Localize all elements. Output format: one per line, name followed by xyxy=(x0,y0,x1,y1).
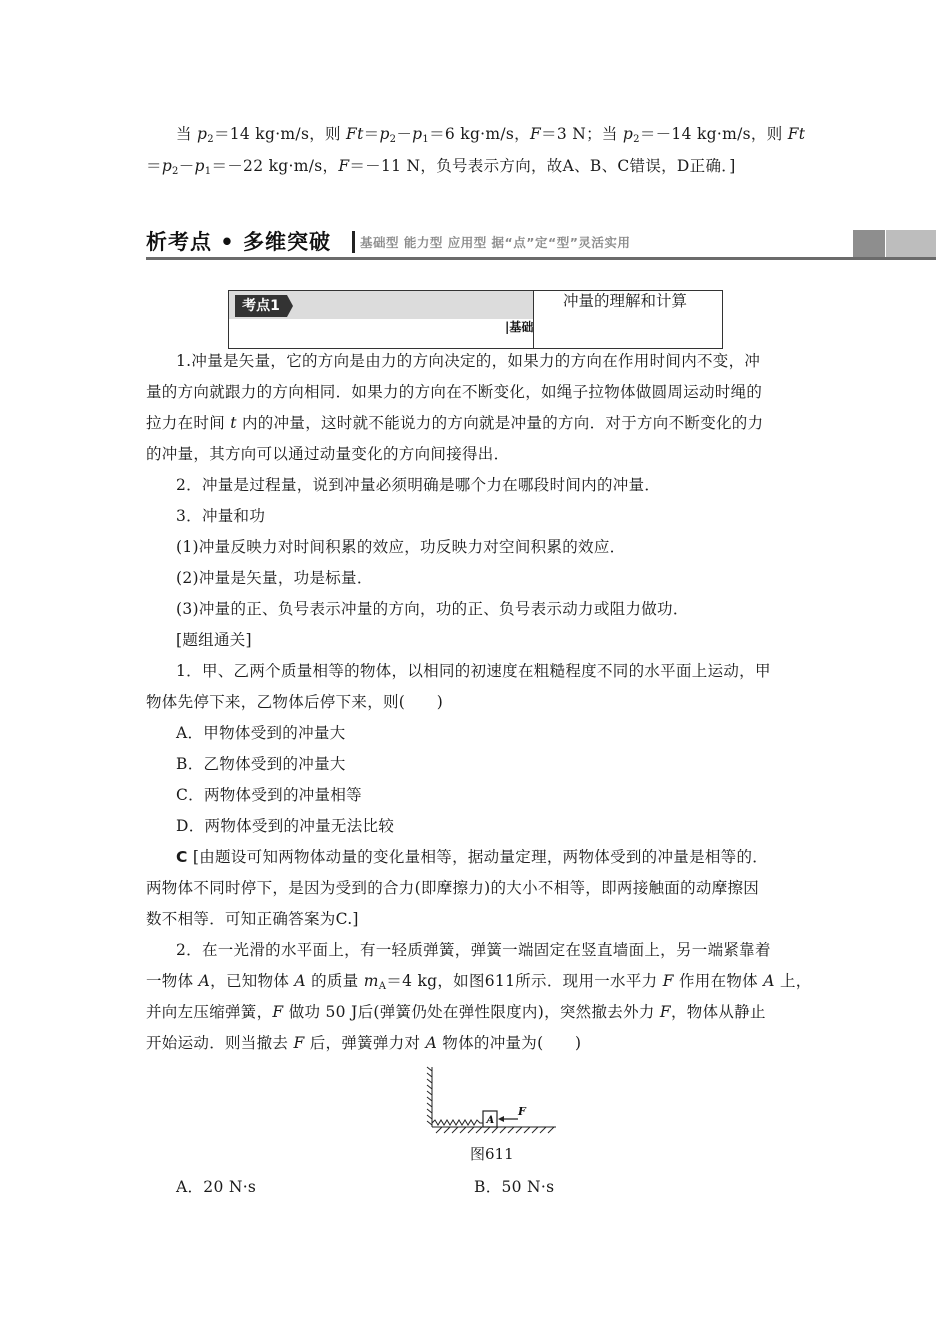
text: ＝14 kg·m/s，则 xyxy=(213,125,347,143)
sub: 2 xyxy=(633,134,640,145)
text: 拉力在时间 xyxy=(146,414,231,432)
q1-option-a: A．甲物体受到的冲量大 xyxy=(176,724,346,742)
banner-decor-dark xyxy=(853,230,885,257)
var-a: A xyxy=(294,972,306,990)
banner-rule xyxy=(146,257,936,260)
q2-stem-line-4 xyxy=(146,1033,581,1053)
var-a: A xyxy=(198,972,211,990)
var-p: p xyxy=(194,157,205,175)
force-arrowhead xyxy=(498,1116,504,1122)
topic-divider xyxy=(533,291,534,348)
text: ＝6 kg·m/s， xyxy=(429,125,530,143)
q1-option-b: B．乙物体受到的冲量大 xyxy=(176,755,346,773)
var-t: t xyxy=(230,414,237,432)
para-3-1: (1)冲量反映力对时间积累的效应，功反映力对空间积累的效应． xyxy=(176,538,626,556)
wall xyxy=(427,1067,432,1127)
q1-explanation-line-2: 两物体不同时停下，是因为受到的合力(即摩擦力)的大小不相等，即两接触面的动摩擦因 xyxy=(146,879,760,897)
sub: 2 xyxy=(207,134,214,145)
var-m: m xyxy=(363,972,379,990)
var-a: A xyxy=(763,972,775,990)
var-p: p xyxy=(161,157,173,175)
var-f: F xyxy=(529,125,542,143)
q1-stem-line-1: 1．甲、乙两个质量相等的物体，以相同的初速度在粗糙程度不同的水平面上运动，甲 xyxy=(176,662,771,680)
text: 作用在物体 xyxy=(673,972,764,990)
text: ＝－11 N，负号表示方向，故A、B、C错误，D正确．] xyxy=(349,157,736,175)
text: ＝－22 kg·m/s， xyxy=(211,157,339,175)
q1-option-d: D．两物体受到的冲量无法比较 xyxy=(176,817,395,835)
section-divider xyxy=(352,231,355,253)
text: 内的冲量，这时就不能说力的方向就是冲量的方向．对于方向不断变化的力 xyxy=(236,414,764,432)
text: ＝－14 kg·m/s，则 xyxy=(639,125,788,143)
var-f: F xyxy=(659,1003,671,1021)
text: ＝ xyxy=(146,157,162,175)
text: 并向左压缩弹簧， xyxy=(146,1003,273,1021)
figure-caption: 图611 xyxy=(470,1145,514,1163)
ground xyxy=(432,1127,556,1133)
q1-stem-line-2: 物体先停下来，乙物体后停下来，则( ) xyxy=(146,693,444,711)
text: ＝4 kg，如图611所示．现用一水平力 xyxy=(386,972,663,990)
var-f: F xyxy=(338,157,350,175)
para-1-line-2: 量的方向就跟力的方向相同．如果力的方向在不断变化，如绳子拉物体做圆周运动时绳的 xyxy=(146,383,763,401)
text: 一物体 xyxy=(146,972,199,990)
q2-stem-line-1: 2．在一光滑的水平面上，有一轻质弹簧，弹簧一端固定在竖直墙面上，另一端紧靠着 xyxy=(176,941,771,959)
text: ，已知物体 xyxy=(210,972,295,990)
para-1-line-4: 的冲量，其方向可以通过动量变化的方向间接得出． xyxy=(146,445,510,463)
text: 后，弹簧弹力对 xyxy=(304,1034,426,1052)
topic-label: 考点1 xyxy=(235,295,287,317)
topic-tag: |基础 xyxy=(505,320,534,334)
topic-box xyxy=(228,290,723,349)
spring-block-figure xyxy=(418,1065,558,1137)
text: ＝ xyxy=(363,125,380,143)
text: － xyxy=(178,157,195,175)
spring xyxy=(432,1120,483,1125)
var-ft: Ft xyxy=(787,125,806,143)
q2-stem-line-3 xyxy=(146,1002,766,1022)
section-title: 析考点 • 多维突破 xyxy=(146,230,332,254)
text: 的质量 xyxy=(305,972,364,990)
text: ＝3 N；当 xyxy=(541,125,623,143)
text: 开始运动．则当撤去 xyxy=(146,1034,294,1052)
solution-line-1 xyxy=(176,124,805,150)
sub: 2 xyxy=(389,134,397,145)
var-f: F xyxy=(293,1034,305,1052)
sub: A xyxy=(378,981,387,992)
block-a-label: A xyxy=(486,1115,495,1126)
solution-line-2 xyxy=(146,156,736,182)
text: [由题设可知两物体动量的变化量相等，据动量定理，两物体受到的冲量是相等的． xyxy=(187,848,769,866)
section-subtitle: 基础型 能力型 应用型 据“点”定“型”灵活实用 xyxy=(360,235,631,250)
q1-answer: C xyxy=(176,848,188,866)
var-a: A xyxy=(425,1034,438,1052)
text: 当 xyxy=(176,125,198,143)
topic-label-arrow xyxy=(287,295,293,317)
var-p: p xyxy=(197,125,208,143)
q2-stem-line-2 xyxy=(146,971,812,997)
var-p: p xyxy=(412,125,423,143)
text: 上， xyxy=(774,972,812,990)
var-p: p xyxy=(622,125,634,143)
q2-option-b: B．50 N·s xyxy=(474,1178,555,1196)
text: － xyxy=(396,125,413,143)
group-heading: [题组通关] xyxy=(176,631,252,649)
text: ，物体从静止 xyxy=(670,1003,766,1021)
var-p: p xyxy=(379,125,390,143)
banner-decor-light xyxy=(886,230,936,257)
var-f: F xyxy=(662,972,674,990)
topic-title: 冲量的理解和计算 xyxy=(563,292,688,310)
text: 做功 50 J后(弹簧仍处在弹性限度内)，突然撤去外力 xyxy=(283,1003,660,1021)
var-ft: Ft xyxy=(346,125,364,143)
para-3-3: (3)冲量的正、负号表示冲量的方向，功的正、负号表示动力或阻力做功． xyxy=(176,600,689,618)
para-3-2: (2)冲量是矢量，功是标量． xyxy=(176,569,373,587)
para-3: 3．冲量和功 xyxy=(176,507,266,525)
var-f: F xyxy=(272,1003,284,1021)
q1-option-c: C．两物体受到的冲量相等 xyxy=(176,786,362,804)
sub: 1 xyxy=(204,166,212,177)
force-label: F xyxy=(518,1105,526,1118)
q1-explanation-line-1 xyxy=(176,847,768,867)
para-1-line-3 xyxy=(146,413,763,433)
para-2: 2．冲量是过程量，说到冲量必须明确是哪个力在哪段时间内的冲量． xyxy=(176,476,661,494)
q2-option-a: A．20 N·s xyxy=(176,1178,257,1196)
sub: 1 xyxy=(422,134,430,145)
text: 物体的冲量为( ) xyxy=(437,1034,582,1052)
sub: 2 xyxy=(172,166,179,177)
q1-explanation-line-3: 数不相等．可知正确答案为C.] xyxy=(146,910,359,928)
para-1-line-1: 1.冲量是矢量，它的方向是由力的方向决定的，如果力的方向在作用时间内不变，冲 xyxy=(176,352,761,370)
